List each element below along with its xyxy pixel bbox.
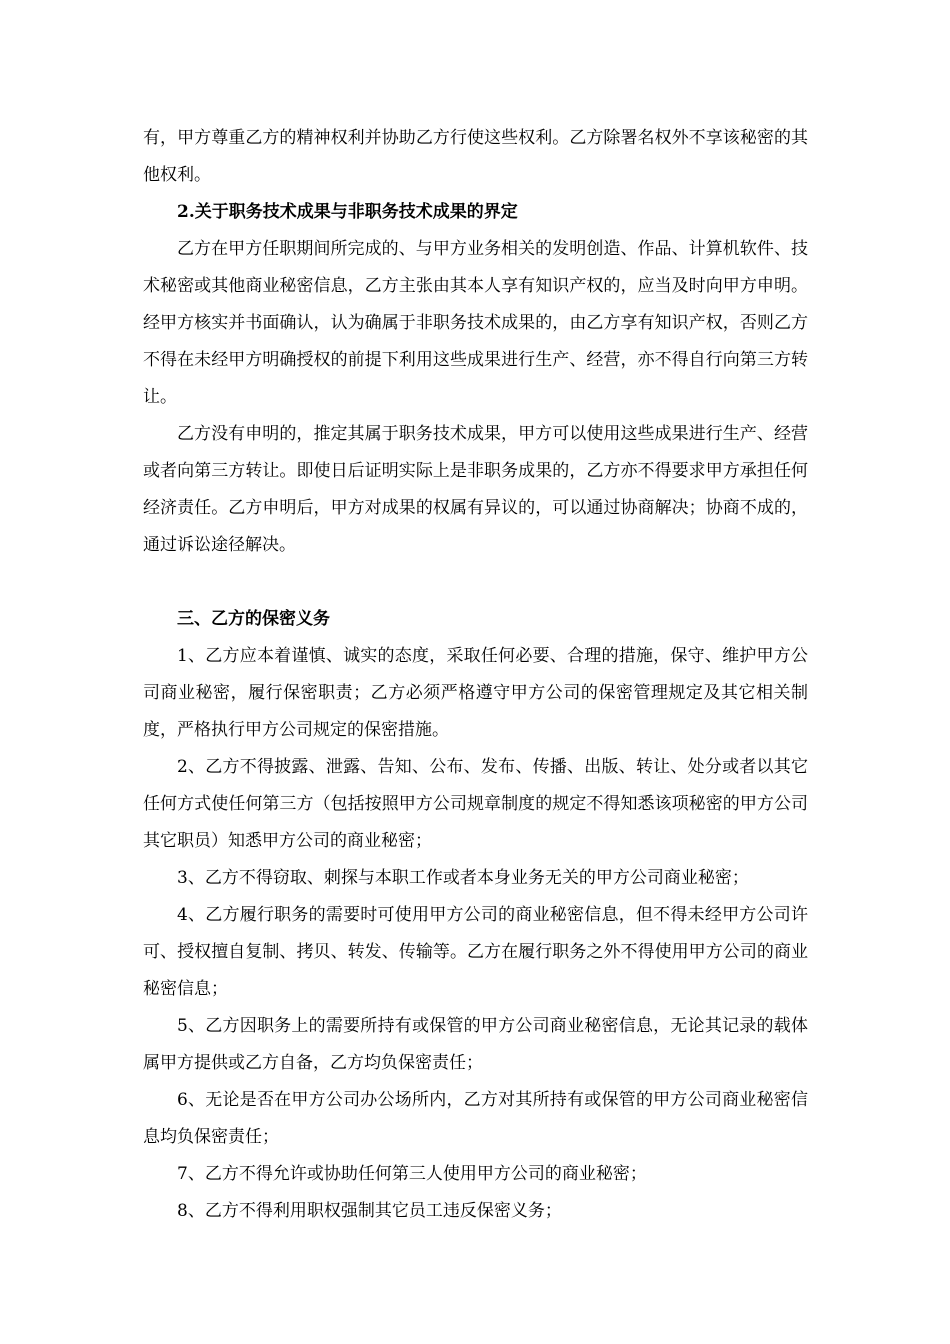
section-3-item-4: 4、乙方履行职务的需要时可使用甲方公司的商业秘密信息，但不得未经甲方公司许可、授权擅自复制、拷贝、转发、传输等。乙方在履行职务之外不得使用甲方公司的商业秘密信息；: [143, 905, 808, 999]
continuation-paragraph: 有，甲方尊重乙方的精神权利并协助乙方行使这些权利。乙方除署名权外不享该秘密的其他权利。: [143, 128, 808, 185]
section-3-heading: 三、乙方的保密义务: [177, 609, 330, 629]
section-2-paragraph-2: 乙方没有申明的，推定其属于职务技术成果，甲方可以使用这些成果进行生产、经营或者向第三方转让。即使日后证明实际上是非职务成果的，乙方亦不得要求甲方承担任何经济责任。乙方申明后，甲方对成果的权属有异议的，可以通过协商解决；协商不成的，通过诉讼途径解决。: [143, 424, 808, 555]
blank-line: [143, 564, 808, 601]
section-3-item-7: 7、乙方不得允许或协助任何第三人使用甲方公司的商业秘密；: [177, 1164, 647, 1184]
section-3-item-2: 2、乙方不得披露、泄露、告知、公布、发布、传播、出版、转让、处分或者以其它任何方式使任何第三方（包括按照甲方公司规章制度的规定不得知悉该项秘密的甲方公司其它职员）知悉甲方公司的商业秘密；: [143, 757, 808, 851]
section-3-item-1: 1、乙方应本着谨慎、诚实的态度，采取任何必要、合理的措施，保守、维护甲方公司商业秘密，履行保密职责；乙方必须严格遵守甲方公司的保密管理规定及其它相关制度，严格执行甲方公司规定的保密措施。: [143, 646, 808, 740]
section-3-item-5: 5、乙方因职务上的需要所持有或保管的甲方公司商业秘密信息，无论其记录的载体属甲方提供或乙方自备，乙方均负保密责任；: [143, 1016, 808, 1073]
section-3-item-6: 6、无论是否在甲方公司办公场所内，乙方对其所持有或保管的甲方公司商业秘密信息均负保密责任；: [143, 1090, 808, 1147]
section-2-paragraph-1: 乙方在甲方任职期间所完成的、与甲方业务相关的发明创造、作品、计算机软件、技术秘密或其他商业秘密信息，乙方主张由其本人享有知识产权的，应当及时向甲方申明。经甲方核实并书面确认，认为确属于非职务技术成果的，由乙方享有知识产权，否则乙方不得在未经甲方明确授权的前提下利用这些成果进行生产、经营，亦不得自行向第三方转让。: [143, 239, 808, 407]
document-body: [143, 120, 808, 1230]
section-2-heading: 2.关于职务技术成果与非职务技术成果的界定: [177, 202, 518, 222]
section-3-item-3: 3、乙方不得窃取、刺探与本职工作或者本身业务无关的甲方公司商业秘密；: [177, 868, 749, 888]
section-3-item-8: 8、乙方不得利用职权强制其它员工违反保密义务；: [177, 1201, 562, 1221]
